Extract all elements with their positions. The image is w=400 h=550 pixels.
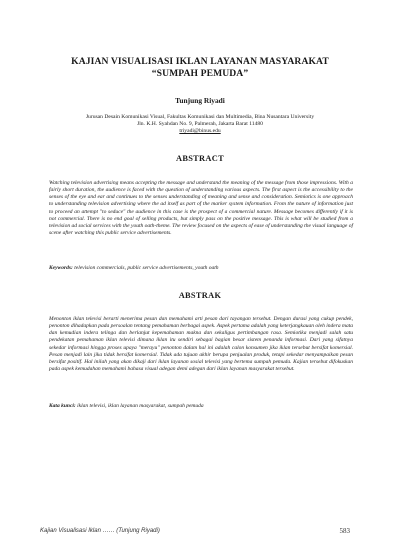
- kata-kunci-line: [49, 403, 353, 410]
- abstrak-heading: ABSTRAK: [178, 291, 222, 300]
- author-affiliation: [44, 114, 356, 135]
- kata-kunci-text: iklan televisi, iklan layanan masyarakat, sumpah pemuda: [77, 403, 204, 409]
- abstract-body: Watching television advertising means accepting the message and understand the meaning of the message from those impressions. With a fairly short duration, the audience is faced with the question of understanding various aspects. The first aspect is the accessibility to the senses of the eye and ear and continues to the senses understanding of meaning and sense and consideration. Semiotics is one approach to understanding television advertising where the ad itself as part of the marker system information. From the nature of information just to proceed an attempt "to seduce" the audience in this case is the prospect of a commercial nature. Message becomes differently if it is not commercial. There is no end goal of selling products, but simply pass on the positive message. This is what will be studied from a television ad social services with the youth oath-theme. The review focused on the aspects of ease of understanding the visual language of scene after watching this public service advertisements.: [49, 180, 353, 237]
- affiliation-address: Jln. K.H. Syahdan No. 9, Palmerah, Jakarta Barat 11480: [137, 121, 263, 127]
- keywords-line: [49, 265, 353, 272]
- abstract-heading: ABSTRACT: [175, 154, 224, 163]
- keywords-text: television commercials, public service advertisements, youth oath: [74, 265, 219, 271]
- abstrak-body: Menonton iklan televisi berarti menerima pesan dan memahami arti pesan dari tayangan tersebut. Dengan durasi yang cukup pendek, penonton dihadapkan pada persoalan tentang pemahaman berbagai aspek. Aspek pertama adalah yang keterjangkauan oleh indera mata dan kemudian indera telinga dan berlanjut kepemahaman makna dan sekaligus pertimbangan rasa. Semiotika menjadi salah satu pendekatan pemahaman iklan televisi dimana iklan itu sendiri sebagai bagian besar sistem penanda informasi. Dari yang sifatnya sekedar informasi hingga proses upaya "merayu" penonton dalam hal ini adalah calon konsumen jika iklan tersebut bersifat komersial. Pesan menjadi lain jika tidak bersifat komersial. Tidak ada tujuan akhir berupa penjualan produk, tetapi sekedar menyampaikan pesan bersifat positif. Hal inilah yang akan dikaji dari iklan layanan sosial televisi yang bertema sumpah pemuda. Kajian tersebut difokuskan pada aspek kemudahan memahami bahasa visual adegan demi adegan dari iklan layanan masyarakat tersebut.: [49, 316, 353, 373]
- page-number: 583: [339, 527, 350, 535]
- author-name: Tunjung Riyadi: [175, 96, 225, 105]
- keywords-label: Keywords:: [49, 265, 73, 271]
- paper-title-line-2: “SUMPAH PEMUDA”: [151, 67, 249, 79]
- paper-title-line-1: KAJIAN VISUALISASI IKLAN LAYANAN MASYARAKAT: [71, 56, 329, 67]
- paper-title: [40, 56, 360, 79]
- running-head: Kajian Visualisasi Iklan …… (Tunjung Riyadi): [40, 528, 160, 534]
- kata-kunci-label: Kata kunci:: [49, 403, 76, 409]
- author-email-link[interactable]: triyadi@binus.edu: [179, 128, 221, 134]
- affiliation-institution: Jurusan Desain Komunikasi Visual, Fakultas Komunikasi dan Multimedia, Bina Nusantara University: [85, 114, 315, 120]
